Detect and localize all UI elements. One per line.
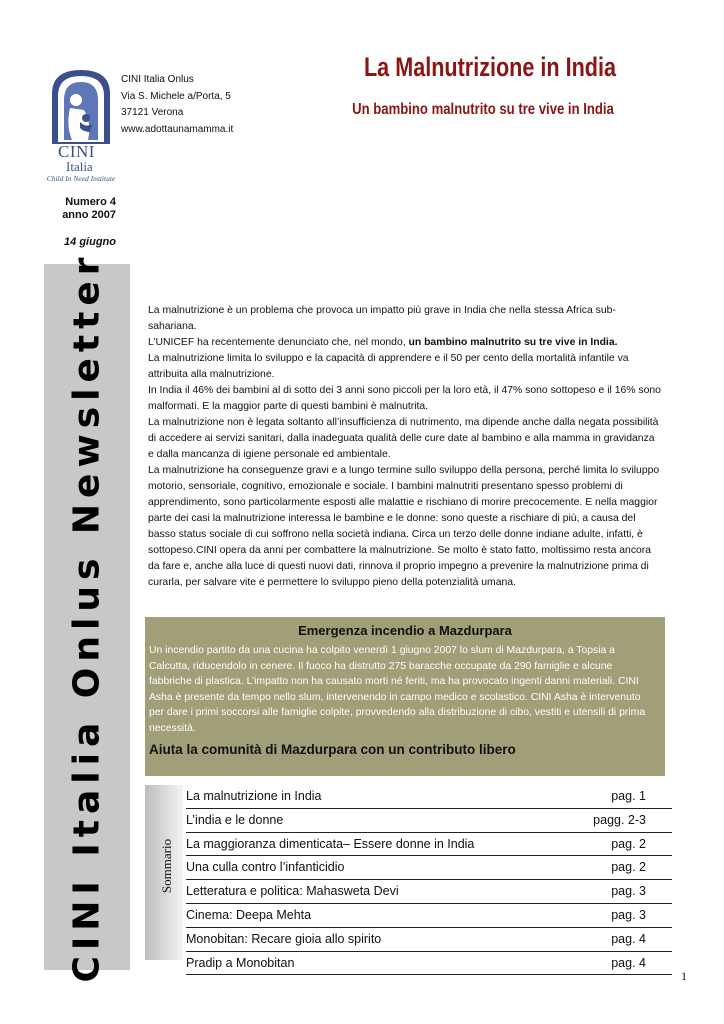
issue-year: anno 2007: [62, 209, 116, 221]
issue-info: [44, 196, 116, 249]
toc-title: La maggioranza dimenticata– Essere donne in India: [186, 836, 475, 851]
article-paragraph: La malnutrizione limita lo sviluppo e la capacità di apprendere e il 50 per cento della mortalità infantile va attribuita alla malnutrizione.: [148, 353, 629, 380]
article-paragraph: La malnutrizione è un problema che provoca un impatto più grave in India che nella stessa Africa sub-sahariana.: [148, 305, 616, 332]
toc-title: Monobitan: Recare gioia allo spirito: [186, 931, 382, 946]
address-line: CINI Italia Onlus: [121, 74, 194, 85]
toc-title: Letteratura e politica: Mahasweta Devi: [186, 884, 399, 899]
toc-title: Pradip a Monobitan: [186, 955, 295, 970]
toc-row[interactable]: [186, 833, 672, 857]
newsletter-side-title: CINI Italia Onlus Newsletter: [66, 251, 108, 983]
emergency-call-to-action: Aiuta la comunità di Mazdurpara con un contributo libero: [149, 742, 516, 757]
website-link[interactable]: www.adottaunamamma.it: [121, 123, 234, 135]
address-line: Via S. Michele a/Porta, 5: [121, 90, 231, 102]
article-paragraph: La malnutrizione ha conseguenze gravi e a lungo termine sullo sviluppo della persona, perché limita lo sviluppo motorio, sensoriale, cognitivo, emozionale e sociale. I bambini malnutriti presentano spesso problemi di apprendimento, sono particolarmente esposti alle malattie e rischiano di morire precocemente. E nella maggior parte dei casi la malnutrizione interessa le bambine e le donne: sono queste a rischiare di più, a causa del basso status sociale di cui soffrono nella società indiana. Circa un terzo delle donne indiane adulte, infatti, è sottopeso.CINI opera da anni per combattere la malnutrizione. Se molto è stato fatto, moltissimo resta ancora da fare e, anche alla luce di questi nuovi dati, rinnova il proprio impegno a prevenire la malnutrizione prima di curarla, per salvare vite e permettere lo sviluppo pieno della potenzialità umana.: [148, 465, 660, 588]
logo-name: CINI: [58, 142, 95, 161]
article-paragraph: [148, 335, 662, 351]
toc-title: Cinema: Deepa Mehta: [186, 907, 312, 922]
toc-title: L’india e le donne: [186, 812, 284, 827]
toc-row[interactable]: [186, 785, 672, 809]
logo-tagline: Child In Need Institute: [46, 174, 116, 183]
issue-number: Numero 4: [65, 196, 116, 208]
issue-date: 14 giugno: [64, 236, 116, 248]
article-paragraph: La malnutrizione non è legata soltanto all’insufficienza di nutrimento, ma dipende anche dalla negata possibilità di accedere ai servizi sanitari, dalla inadeguata qualità delle cure date al bambino e alla mamma in gravidanza e dalla mancanza di igiene personale ed ambientale.: [148, 417, 659, 460]
toc-row[interactable]: [186, 952, 672, 976]
toc-page: pag. 3: [611, 907, 646, 922]
toc-title: Una culla contro l’infanticidio: [186, 860, 345, 875]
emergency-box-text: Un incendio partito da una cucina ha colpito venerdì 1 giugno 2007 lo slum di Mazdurpara, a Topsia a Calcutta, riducendolo in cenere. Il fuoco ha distrutto 275 baracche occupate da 290 famiglie e alcune fabbriche di plastica. L’impatto non ha causato morti né feriti, ma ha provocato ingenti danni materiali. CINI Asha è presente da tempo nello slum, intervenendo in campo medico e scolastico. CINI Asha è intervenuto per dare i primi soccorsi alle famiglie colpite, provvedendo alla distribuzione di cibo, vestiti e utensili di prima necessità.: [149, 645, 646, 734]
toc-page: pag. 4: [611, 931, 646, 946]
toc-row[interactable]: [186, 880, 672, 904]
toc-row[interactable]: [186, 809, 672, 833]
toc-page: pagg. 2-3: [593, 812, 646, 827]
toc-page: pag. 3: [611, 884, 646, 899]
page-title: La Malnutrizione in India: [363, 52, 616, 82]
emergency-box-title: Emergenza incendio a Mazdurpara: [298, 623, 512, 638]
summary-label: Sommario: [159, 838, 174, 894]
emergency-box: [145, 617, 665, 776]
toc-title: La malnutrizione in India: [186, 789, 322, 803]
toc-row[interactable]: [186, 856, 672, 880]
toc-row[interactable]: [186, 928, 672, 952]
logo-subtitle: Italia: [66, 159, 93, 174]
toc-row[interactable]: [186, 904, 672, 928]
toc-page: pag. 1: [611, 789, 646, 803]
article-text: L’UNICEF ha recentemente denunciato che, nel mondo,: [148, 337, 409, 348]
organization-address: [121, 72, 233, 138]
page-subtitle: Un bambino malnutrito su tre vive in India: [352, 101, 614, 118]
table-of-contents: [186, 785, 672, 975]
article-highlight: un bambino malnutrito su tre vive in India.: [408, 337, 618, 348]
page-number: 1: [681, 969, 687, 983]
toc-page: pag. 2: [611, 860, 646, 875]
article-body: [148, 303, 662, 591]
article-paragraph: In India il 46% dei bambini al di sotto dei 3 anni sono piccoli per la loro età, il 47% sono sottopeso e il 16% sono malformati. E la maggior parte di questi bambini è malnutrita.: [148, 385, 661, 412]
address-line: 37121 Verona: [121, 107, 184, 118]
toc-page: pag. 2: [611, 836, 646, 851]
toc-page: pag. 4: [611, 955, 646, 970]
